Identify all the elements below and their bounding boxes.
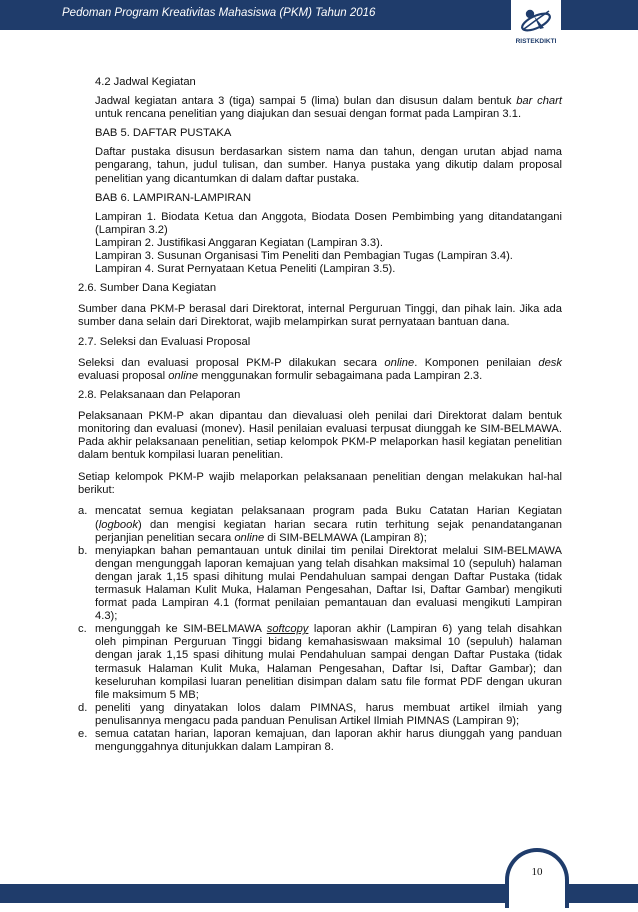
italic-term: online: [168, 369, 199, 382]
list-item: [78, 728, 562, 754]
page-number: 10: [531, 866, 543, 878]
text-run: Jadwal kegiatan antara 3 (tiga) sampai 5 (lima) bulan dan disusun dalam bentuk: [95, 95, 517, 108]
lampiran-item: Lampiran 4. Surat Pernyataan Ketua Peneliti (Lampiran 3.5).: [95, 263, 396, 276]
list-item: [78, 505, 562, 544]
section-heading: BAB 5. DAFTAR PUSTAKA: [95, 127, 232, 140]
list-item: [78, 702, 562, 728]
list-item-text: [95, 505, 562, 544]
text-run: di SIM-BELMAWA (Lampiran 8);: [264, 531, 427, 544]
italic-term: softcopy: [266, 623, 309, 636]
paragraph: Pelaksanaan PKM-P akan dipantau dan dievaluasi oleh penilai dari Direktorat dalam bentuk monitoring dan evaluasi (monev). Hasil penilaian evaluasi terpusat diunggah ke SIM-BELMAWA. Pada akhir pelaksanaan penelitian, setiap kelompok PKM-P melaporkan hasil kegiatan penelitian dalam bentuk kompilasi luaran penelitian.: [78, 409, 562, 462]
lampiran-item: Lampiran 1. Biodata Ketua dan Anggota, Biodata Dosen Pembimbing yang ditandatangani (Lampiran 3.2): [95, 210, 562, 236]
section-heading: 4.2 Jadwal Kegiatan: [95, 76, 196, 88]
text-run: mencatat semua kegiatan pelaksanaan program pada Buku Catatan Harian Kegiatan (: [95, 505, 562, 531]
paragraph: Sumber dana PKM-P berasal dari Direktorat, internal Perguruan Tinggi, dan pihak lain. Jika ada sumber dana selain dari Direktorat, wajib melampirkan surat pernyataan bantuan dana.: [78, 303, 562, 329]
ristekdikti-logo: [511, 0, 561, 58]
italic-term: online: [384, 356, 415, 369]
list-item-text: semua catatan harian, laporan kemajuan, dan laporan akhir harus diunggah yang panduan mengunggahnya ditunjukkan dalam Lampiran 8.: [95, 728, 562, 754]
paragraph: Daftar pustaka disusun berdasarkan sistem nama dan tahun, dengan urutan abjad nama pengarang, tahun, judul tulisan, dan sumber. Hanya pustaka yang dikutip dalam proposal penelitian yang dicantumkan di dalam daftar pustaka.: [95, 146, 562, 185]
list-marker: b.: [78, 544, 88, 557]
ristekdikti-emblem-icon: [518, 2, 554, 38]
lampiran-list: [95, 211, 562, 276]
section-heading: 2.7. Seleksi dan Evaluasi Proposal: [78, 335, 251, 348]
section-heading: 2.6. Sumber Dana Kegiatan: [78, 282, 217, 295]
text-run: . Komponen penilaian: [414, 356, 539, 369]
reporting-list: [78, 505, 562, 754]
list-item: [78, 545, 562, 624]
italic-term: online: [234, 531, 265, 544]
paragraph: [95, 95, 562, 121]
footer-page-tab-inner: [509, 852, 565, 912]
italic-term: logbook: [98, 518, 138, 531]
text-run: Seleksi dan evaluasi proposal PKM-P dilakukan secara: [78, 356, 385, 369]
list-marker: d.: [78, 701, 88, 714]
text-run: ) dan mengisi kegiatan harian secara rutin terhitung sejak penandatanganan perjanjian penelitian secara: [95, 518, 562, 544]
list-item: [78, 623, 562, 702]
document-body: [78, 76, 562, 754]
section-4-2: [78, 76, 562, 276]
text-run: laporan akhir (Lampiran 6) yang telah disahkan oleh pimpinan Perguruan Tinggi bidang kemahasiswaan maksimal 10 (sepuluh) halaman dengan jarak 1,15 spasi dihitung mulai Pendahuluan sampai dengan Daftar Pustaka (tidak termasuk Halaman Kulit Muka, Halaman Pengesahan, Daftar Isi, Daftar Gambar); dan keseluruhan kompilasi luaran penelitian disimpan dalam satu file format PDF dengan ukuran file maksimum 5 MB;: [95, 623, 562, 701]
italic-term: desk: [538, 356, 562, 369]
paragraph: Setiap kelompok PKM-P wajib melaporkan pelaksanaan penelitian dengan melakukan hal-hal berikut:: [78, 471, 562, 497]
lampiran-item: Lampiran 2. Justifikasi Anggaran Kegiatan (Lampiran 3.3).: [95, 236, 383, 249]
text-run: menggunakan formulir sebagaimana pada Lampiran 2.3.: [198, 369, 483, 382]
list-item-text: peneliti yang dinyatakan lolos dalam PIMNAS, harus membuat artikel ilmiah yang penulisannya mengacu pada panduan Penulisan Artikel Ilmiah PIMNAS (Lampiran 9);: [95, 701, 562, 727]
text-run: mengunggah ke SIM-BELMAWA: [95, 623, 267, 636]
text-run: evaluasi proposal: [78, 369, 169, 382]
text-run: untuk rencana penelitian yang diajukan dan sesuai dengan format pada Lampiran 3.1.: [95, 108, 522, 121]
lampiran-item: Lampiran 3. Susunan Organisasi Tim Peneliti dan Pembagian Tugas (Lampiran 3.4).: [95, 250, 513, 263]
list-marker: c.: [78, 623, 87, 636]
list-marker: a.: [78, 505, 88, 518]
list-item-text: menyiapkan bahan pemantauan untuk dinilai tim penilai Direktorat melalui SIM-BELMAWA dengan mengunggah laporan kemajuan yang telah disahkan maksimal 10 (sepuluh) halaman dengan jarak 1,15 spasi dihitung mulai Pendahuluan sampai dengan Daftar Pustaka (tidak termasuk Halaman Kulit Muka, Halaman Pengesahan, Daftar Isi, Daftar Gambar) mengikuti format pada Lampiran 4.1 (format penilaian pemantauan dan evaluasi mengikuti Lampiran 4.3);: [95, 544, 562, 623]
italic-term: bar chart: [516, 95, 562, 108]
section-heading: 2.8. Pelaksanaan dan Pelaporan: [78, 388, 241, 401]
logo-text: RISTEKDIKTI: [515, 38, 557, 45]
list-item-text: [95, 623, 562, 702]
list-marker: e.: [78, 728, 88, 741]
section-heading: BAB 6. LAMPIRAN-LAMPIRAN: [95, 191, 252, 204]
header-title: Pedoman Program Kreativitas Mahasiswa (PKM) Tahun 2016: [62, 7, 376, 19]
paragraph: [78, 357, 562, 383]
